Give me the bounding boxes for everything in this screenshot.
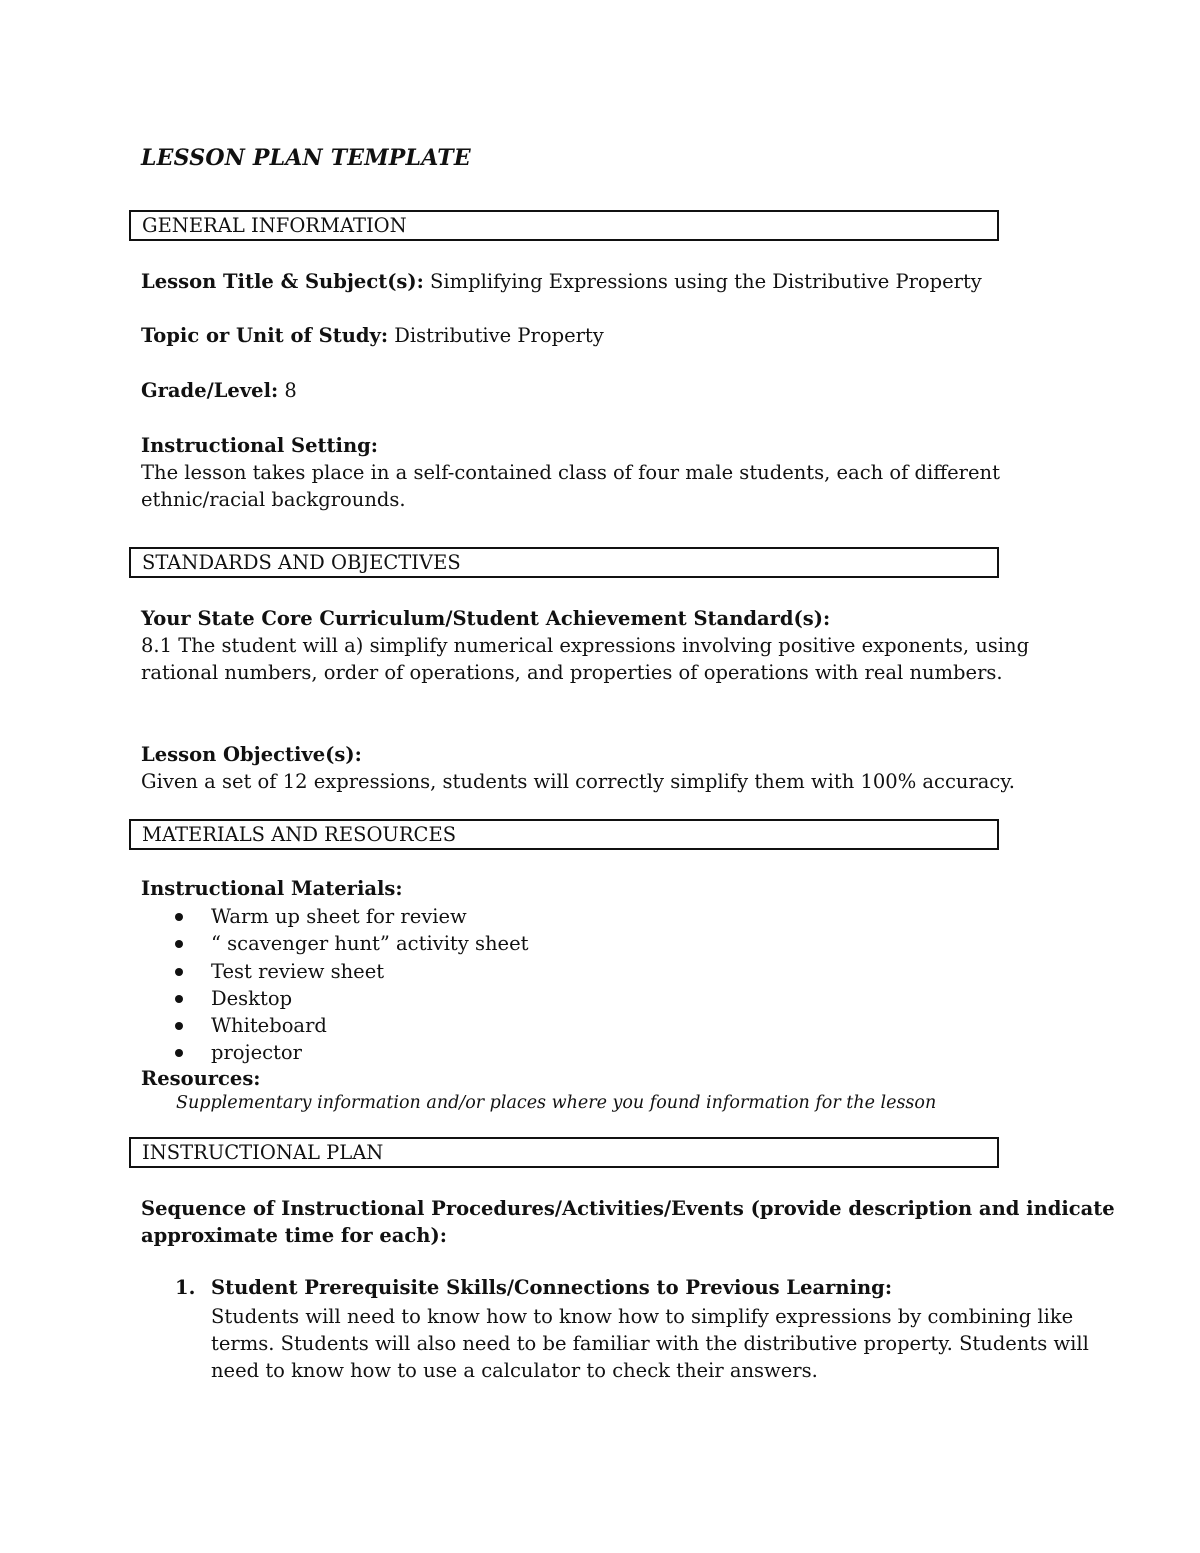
section-header-label: GENERAL INFORMATION — [142, 214, 407, 237]
section-header-general-information — [129, 210, 999, 241]
sequence-heading — [141, 1195, 1115, 1249]
instructional-setting-label: Instructional Setting: — [141, 434, 378, 457]
sequence-heading-line: approximate time for each): — [141, 1224, 447, 1247]
materials-list — [172, 903, 528, 1067]
section-header-standards-and-objectives — [129, 547, 999, 578]
bullet-icon — [175, 1049, 183, 1057]
bullet-icon — [175, 995, 183, 1003]
section-header-label: INSTRUCTIONAL PLAN — [142, 1141, 384, 1164]
bullet-icon — [175, 1022, 183, 1030]
instructional-setting — [141, 432, 1041, 513]
list-item — [172, 1039, 528, 1066]
list-item — [172, 903, 528, 930]
lesson-title-label: Lesson Title & Subject(s): — [141, 270, 424, 293]
state-standard-text-line: rational numbers, order of operations, and properties of operations with real numbers. — [141, 661, 1003, 684]
list-item-text: Test review sheet — [211, 959, 385, 983]
instructional-setting-text-line: The lesson takes place in a self-contained class of four male students, each of different — [141, 461, 1000, 484]
lesson-title-field — [141, 270, 982, 293]
list-item-text: projector — [211, 1041, 302, 1065]
list-item-text: Warm up sheet for review — [211, 905, 467, 928]
resources-label: Resources: — [141, 1067, 261, 1090]
list-item-text: “ scavenger hunt” activity sheet — [211, 932, 529, 956]
sequence-heading-line: Sequence of Instructional Procedures/Activities/Events (provide description and indicate — [141, 1197, 1115, 1220]
bullet-icon — [175, 940, 183, 948]
state-standard — [141, 605, 1041, 686]
step-heading: Student Prerequisite Skills/Connections to Previous Learning: — [211, 1276, 893, 1299]
grade-label: Grade/Level: — [141, 379, 279, 402]
step-body-line: need to know how to use a calculator to check their answers. — [211, 1359, 818, 1382]
list-item-text: Whiteboard — [211, 1014, 327, 1038]
bullet-icon — [175, 913, 183, 921]
list-item — [172, 958, 528, 985]
lesson-objective-label: Lesson Objective(s): — [141, 743, 362, 766]
section-header-label: STANDARDS AND OBJECTIVES — [142, 551, 461, 574]
instructional-materials-label: Instructional Materials: — [141, 877, 403, 900]
state-standard-text-line: 8.1 The student will a) simplify numerical expressions involving positive exponents, using — [141, 634, 1030, 657]
step-number: 1. — [175, 1276, 196, 1299]
step-body-line: Students will need to know how to know how to simplify expressions by combining like — [211, 1305, 1074, 1328]
list-item — [172, 930, 528, 957]
lesson-objective-text-line: Given a set of 12 expressions, students will correctly simplify them with 100% accuracy. — [141, 770, 1015, 793]
lesson-title-value: Simplifying Expressions using the Distributive Property — [423, 270, 982, 293]
document-title: LESSON PLAN TEMPLATE — [141, 145, 471, 171]
step-body-line: terms. Students will also need to be familiar with the distributive property. Students will — [211, 1332, 1089, 1355]
step-body — [211, 1303, 1089, 1384]
topic-field — [141, 324, 604, 347]
instructional-setting-text-line: ethnic/racial backgrounds. — [141, 488, 406, 511]
section-header-label: MATERIALS AND RESOURCES — [142, 823, 457, 846]
lesson-objective — [141, 741, 1041, 795]
topic-value: Distributive Property — [388, 324, 604, 347]
list-item — [172, 985, 528, 1012]
topic-label: Topic or Unit of Study: — [141, 324, 389, 347]
section-header-instructional-plan — [129, 1137, 999, 1168]
grade-value: 8 — [278, 379, 297, 402]
section-header-materials-and-resources — [129, 819, 999, 850]
list-item — [172, 1012, 528, 1039]
state-standard-label: Your State Core Curriculum/Student Achievement Standard(s): — [141, 607, 831, 630]
resources-note: Supplementary information and/or places where you found information for the lesson — [176, 1093, 937, 1113]
grade-field — [141, 379, 297, 402]
bullet-icon — [175, 968, 183, 976]
list-item-text: Desktop — [211, 986, 293, 1010]
